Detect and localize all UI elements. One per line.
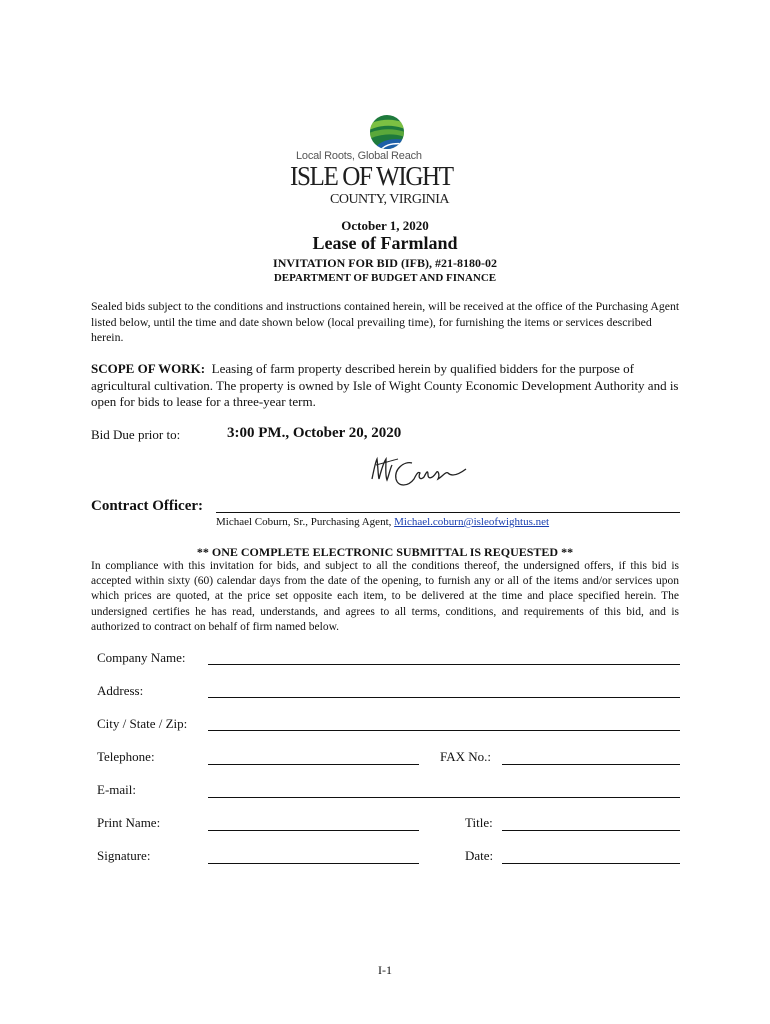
logo-name: ISLE OF WIGHT bbox=[290, 161, 453, 191]
date-label: Date: bbox=[465, 848, 494, 863]
compliance-paragraph: In compliance with this invitation for bids, and subject to all the conditions thereof, the undersigned offers, if this bid is accepted within sixty (60) calendar days from the date of the opening, to furnish any or all of the items and/or services upon which prices are quoted, at the price set opposite each item, to be delivered at the time and place specified herein. The undersigned certifies he has read, understands, and agrees to all terms, conditions, and requirements of this bid, and is authorized to contract on behalf of firm named below. bbox=[91, 560, 679, 633]
logo-tagline: Local Roots, Global Reach bbox=[296, 150, 422, 162]
print-name-label: Print Name: bbox=[97, 815, 161, 830]
telephone-field[interactable] bbox=[208, 764, 419, 765]
contract-officer-name: Michael Coburn, Sr., Purchasing Agent, bbox=[216, 516, 395, 528]
email-field[interactable] bbox=[208, 797, 680, 798]
bid-due-label: Bid Due prior to: bbox=[91, 427, 181, 442]
city-state-zip-field[interactable] bbox=[208, 730, 680, 731]
fax-field[interactable] bbox=[502, 764, 680, 765]
company-name-field[interactable] bbox=[208, 664, 680, 665]
email-label: E-mail: bbox=[97, 782, 136, 797]
contract-officer-info bbox=[216, 516, 549, 528]
ifb-number: INVITATION FOR BID (IFB), #21-8180-02 bbox=[273, 256, 497, 270]
city-state-zip-label: City / State / Zip: bbox=[97, 716, 188, 731]
document-date: October 1, 2020 bbox=[341, 218, 429, 233]
signature-image bbox=[368, 453, 470, 493]
county-logo bbox=[290, 112, 480, 207]
signature-field[interactable] bbox=[208, 863, 419, 864]
submittal-notice: ** ONE COMPLETE ELECTRONIC SUBMITTAL IS REQUESTED ** bbox=[196, 545, 574, 559]
contract-officer-email-link[interactable]: Michael.coburn@isleofwightus.net bbox=[394, 516, 550, 528]
title-field[interactable] bbox=[502, 830, 680, 831]
telephone-label: Telephone: bbox=[97, 749, 155, 764]
scope-text: Leasing of farm property described herein by qualified bidders for the purpose of agricultural cultivation. The property is owned by Isle of Wight County Economic Development Authority and is open for bids to lease for a three-year term. bbox=[91, 361, 679, 409]
department-name: DEPARTMENT OF BUDGET AND FINANCE bbox=[273, 272, 497, 284]
bid-due-value: 3:00 PM., October 20, 2020 bbox=[227, 425, 402, 441]
fax-label: FAX No.: bbox=[440, 749, 492, 764]
date-field[interactable] bbox=[502, 863, 680, 864]
globe-farm-icon bbox=[369, 114, 405, 150]
document-title: Lease of Farmland bbox=[312, 233, 458, 253]
address-field[interactable] bbox=[208, 697, 680, 698]
contract-officer-label: Contract Officer: bbox=[91, 498, 204, 514]
scope-of-work bbox=[91, 361, 681, 411]
page-number: I-1 bbox=[378, 963, 392, 977]
intro-paragraph: Sealed bids subject to the conditions and instructions contained herein, will be received at the office of the Purchasing Agent listed below, until the time and date shown below (local prevailing time), for furnishing the items or services described herein. bbox=[91, 299, 680, 344]
address-label: Address: bbox=[97, 683, 144, 698]
title-label: Title: bbox=[465, 815, 493, 830]
print-name-field[interactable] bbox=[208, 830, 419, 831]
scope-label: SCOPE OF WORK: bbox=[91, 361, 206, 376]
signature-label: Signature: bbox=[97, 848, 151, 863]
company-name-label: Company Name: bbox=[97, 650, 186, 665]
logo-county: COUNTY, VIRGINIA bbox=[330, 192, 450, 207]
contract-officer-line bbox=[216, 512, 680, 513]
